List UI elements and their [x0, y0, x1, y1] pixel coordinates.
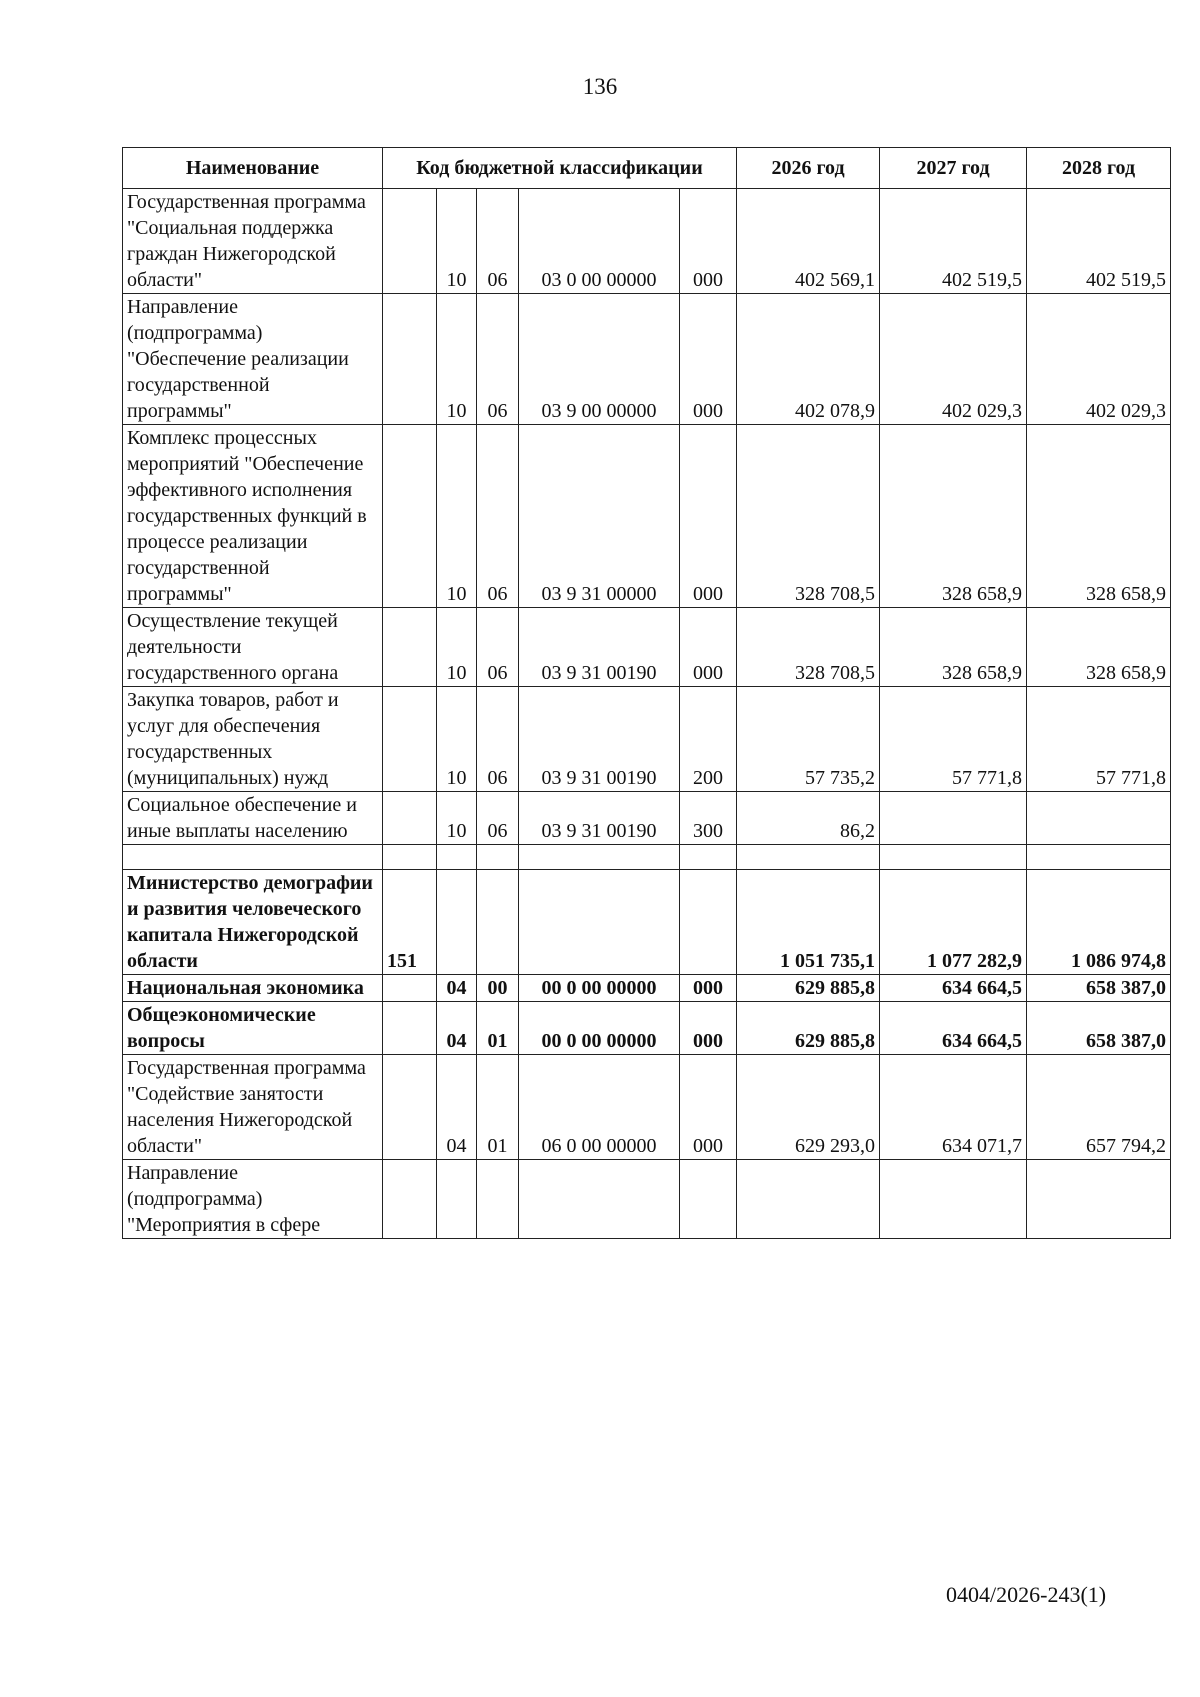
header-2026: 2026 год — [737, 148, 880, 189]
row-2027: 328 658,9 — [880, 608, 1027, 687]
row-rz: 10 — [437, 294, 477, 425]
row-vr: 000 — [680, 975, 737, 1002]
header-code: Код бюджетной классификации — [383, 148, 737, 189]
row-rz: 10 — [437, 608, 477, 687]
row-pr: 06 — [477, 294, 519, 425]
row-rz: 04 — [437, 1002, 477, 1055]
row-rz: 04 — [437, 1055, 477, 1160]
row-csr: 06 0 00 00000 — [519, 1055, 680, 1160]
row-ved — [383, 1160, 437, 1239]
row-2028: 1 086 974,8 — [1027, 870, 1171, 975]
row-2027 — [880, 792, 1027, 845]
row-2026: 402 078,9 — [737, 294, 880, 425]
row-vr: 000 — [680, 1055, 737, 1160]
row-2027: 57 771,8 — [880, 687, 1027, 792]
row-rz: 10 — [437, 792, 477, 845]
row-2027: 328 658,9 — [880, 425, 1027, 608]
row-ved: 151 — [383, 870, 437, 975]
row-name: Общеэкономические вопросы — [123, 1002, 383, 1055]
table-row — [123, 870, 1171, 975]
row-vr: 000 — [680, 1002, 737, 1055]
row-vr: 300 — [680, 792, 737, 845]
row-vr: 000 — [680, 294, 737, 425]
row-ved — [383, 687, 437, 792]
row-rz: 10 — [437, 425, 477, 608]
row-2026: 629 885,8 — [737, 1002, 880, 1055]
document-code: 0404/2026-243(1) — [946, 1582, 1107, 1607]
row-pr: 01 — [477, 1002, 519, 1055]
row-rz — [437, 1160, 477, 1239]
row-vr: 000 — [680, 608, 737, 687]
row-pr: 06 — [477, 425, 519, 608]
header-name: Наименование — [123, 148, 383, 189]
table-row — [123, 294, 1171, 425]
row-csr: 03 9 31 00190 — [519, 687, 680, 792]
row-pr: 01 — [477, 1055, 519, 1160]
table-row — [123, 189, 1171, 294]
row-name: Комплекс процессных мероприятий "Обеспечение эффективного исполнения государственных функций в процессе реализации государственной программы" — [123, 425, 383, 608]
row-2026: 57 735,2 — [737, 687, 880, 792]
row-csr: 03 9 31 00190 — [519, 608, 680, 687]
row-2028: 402 519,5 — [1027, 189, 1171, 294]
row-2027: 634 071,7 — [880, 1055, 1027, 1160]
table-row — [123, 425, 1171, 608]
row-2026: 1 051 735,1 — [737, 870, 880, 975]
row-csr — [519, 870, 680, 975]
row-pr — [477, 1160, 519, 1239]
row-pr: 00 — [477, 975, 519, 1002]
row-2027: 634 664,5 — [880, 1002, 1027, 1055]
row-vr: 200 — [680, 687, 737, 792]
row-2028: 658 387,0 — [1027, 1002, 1171, 1055]
row-2027: 402 519,5 — [880, 189, 1027, 294]
table-row — [123, 975, 1171, 1002]
row-vr: 000 — [680, 189, 737, 294]
row-2028 — [1027, 792, 1171, 845]
row-ved — [383, 1002, 437, 1055]
row-ved — [383, 294, 437, 425]
row-rz — [437, 870, 477, 975]
row-2026: 629 293,0 — [737, 1055, 880, 1160]
row-rz: 10 — [437, 189, 477, 294]
row-2026: 402 569,1 — [737, 189, 880, 294]
row-ved — [383, 975, 437, 1002]
row-name: Национальная экономика — [123, 975, 383, 1002]
row-vr — [680, 1160, 737, 1239]
header-2027: 2027 год — [880, 148, 1027, 189]
row-2028: 328 658,9 — [1027, 608, 1171, 687]
row-csr — [519, 1160, 680, 1239]
row-2026: 328 708,5 — [737, 608, 880, 687]
row-2028: 328 658,9 — [1027, 425, 1171, 608]
row-pr: 06 — [477, 687, 519, 792]
row-rz: 10 — [437, 687, 477, 792]
row-2028: 402 029,3 — [1027, 294, 1171, 425]
empty-row — [123, 845, 1171, 870]
row-name: Социальное обеспечение и иные выплаты населению — [123, 792, 383, 845]
row-2028: 657 794,2 — [1027, 1055, 1171, 1160]
row-ved — [383, 608, 437, 687]
row-vr — [680, 870, 737, 975]
row-pr: 06 — [477, 189, 519, 294]
row-vr: 000 — [680, 425, 737, 608]
row-csr: 00 0 00 00000 — [519, 1002, 680, 1055]
row-csr: 03 9 00 00000 — [519, 294, 680, 425]
row-2027: 634 664,5 — [880, 975, 1027, 1002]
row-name: Государственная программа "Социальная поддержка граждан Нижегородской области" — [123, 189, 383, 294]
row-csr: 00 0 00 00000 — [519, 975, 680, 1002]
table-row — [123, 1160, 1171, 1239]
row-ved — [383, 189, 437, 294]
row-name: Осуществление текущей деятельности государственного органа — [123, 608, 383, 687]
row-2026: 86,2 — [737, 792, 880, 845]
table-row — [123, 687, 1171, 792]
row-pr: 06 — [477, 792, 519, 845]
row-pr — [477, 870, 519, 975]
row-2026: 629 885,8 — [737, 975, 880, 1002]
row-rz: 04 — [437, 975, 477, 1002]
budget-table — [122, 147, 1171, 1239]
row-name: Направление (подпрограмма) "Обеспечение реализации государственной программы" — [123, 294, 383, 425]
row-name: Государственная программа "Содействие занятости населения Нижегородской области" — [123, 1055, 383, 1160]
table-row — [123, 1055, 1171, 1160]
row-ved — [383, 1055, 437, 1160]
row-name: Закупка товаров, работ и услуг для обеспечения государственных (муниципальных) нужд — [123, 687, 383, 792]
header-2028: 2028 год — [1027, 148, 1171, 189]
table-row — [123, 1002, 1171, 1055]
row-pr: 06 — [477, 608, 519, 687]
row-2027 — [880, 1160, 1027, 1239]
table-row — [123, 608, 1171, 687]
row-csr: 03 0 00 00000 — [519, 189, 680, 294]
row-2026: 328 708,5 — [737, 425, 880, 608]
table-header-row — [123, 148, 1171, 189]
table-row — [123, 792, 1171, 845]
row-ved — [383, 425, 437, 608]
row-2028: 57 771,8 — [1027, 687, 1171, 792]
row-name: Направление (подпрограмма) "Мероприятия в сфере — [123, 1160, 383, 1239]
row-csr: 03 9 31 00190 — [519, 792, 680, 845]
page-number: 136 — [582, 74, 618, 99]
row-name: Министерство демографии и развития человеческого капитала Нижегородской области — [123, 870, 383, 975]
row-2028: 658 387,0 — [1027, 975, 1171, 1002]
row-csr: 03 9 31 00000 — [519, 425, 680, 608]
row-2027: 1 077 282,9 — [880, 870, 1027, 975]
row-2027: 402 029,3 — [880, 294, 1027, 425]
row-ved — [383, 792, 437, 845]
row-2028 — [1027, 1160, 1171, 1239]
row-2026 — [737, 1160, 880, 1239]
